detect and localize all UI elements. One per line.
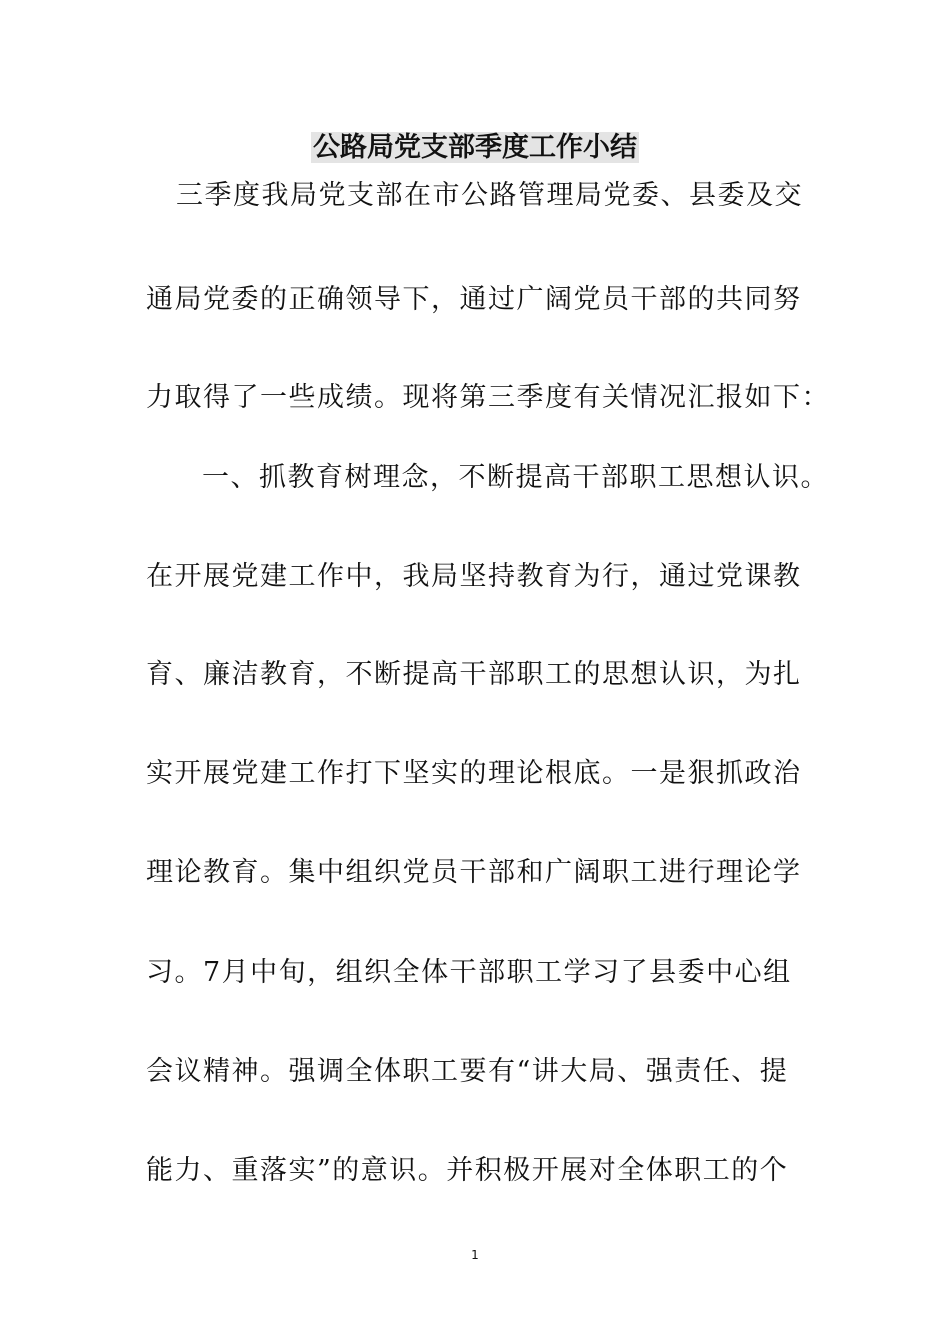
body-line-2: 通局党委的正确领导下，通过广阔党员干部的共同努 — [146, 284, 802, 315]
body-line-11: 能力、重落实”的意识。并积极开展对全体职工的个 — [146, 1155, 789, 1186]
document-title-text: 公路局党支部季度工作小结 — [313, 132, 637, 163]
body-line-7: 实开展党建工作打下坚实的理论根底。一是狠抓政治 — [146, 758, 802, 789]
body-line-5: 在开展党建工作中，我局坚持教育为行，通过党课教 — [146, 561, 802, 592]
page-number: 1 — [471, 1248, 479, 1262]
section-heading-1: 一、抓教育树理念，不断提高干部职工思想认识。 — [202, 462, 829, 493]
body-line-10: 会议精神。强调全体职工要有“讲大局、强责任、提 — [146, 1056, 789, 1087]
body-line-8: 理论教育。集中组织党员干部和广阔职工进行理论学 — [146, 857, 802, 888]
body-line-9: 习。7月中旬，组织全体干部职工学习了县委中心组 — [146, 957, 792, 988]
body-line-1: 三季度我局党支部在市公路管理局党委、县委及交 — [176, 180, 803, 211]
body-line-3: 力取得了一些成绩。现将第三季度有关情况汇报如下： — [146, 382, 830, 413]
body-line-6: 育、廉洁教育，不断提高干部职工的思想认识，为扎 — [146, 659, 802, 690]
document-title — [0, 128, 950, 168]
